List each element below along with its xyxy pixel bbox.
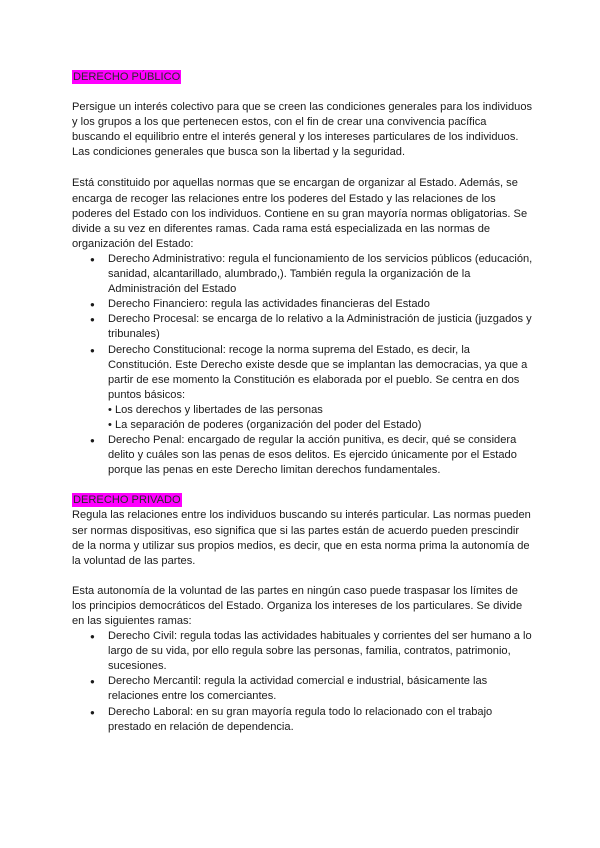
- paragraph-privado-1: Regula las relaciones entre los individuos buscando su interés particular. Las normas pueden ser normas dispositivas, eso significa que si las partes están de acuerdo pueden prescindir de la norma y utilizar sus propios medios, es decir, que en esta norma prima la autonomía de la voluntad de las partes.: [72, 509, 531, 567]
- sub-list-item: • La separación de poderes (organización del poder del Estado): [108, 418, 422, 431]
- list-item: ● Derecho Financiero: regula las actividades financieras del Estado: [108, 297, 534, 312]
- document-body: [72, 70, 534, 735]
- list-item-constitucional: [108, 343, 534, 434]
- list-item: ● Derecho Laboral: en su gran mayoría regula todo lo relacionado con el trabajo prestado en relación de dependencia.: [108, 705, 534, 735]
- sub-list-item: • Los derechos y libertades de las personas: [108, 403, 323, 416]
- heading-derecho-publico: DERECHO PÚBLICO: [73, 71, 181, 83]
- paragraph-publico-2: Está constituido por aquellas normas que se encargan de organizar al Estado. Además, se encarga de recoger las relaciones entre los poderes del Estado y las relaciones de los poderes del Estado con los individuos. Contiene en su gran mayoría normas obligatorias. Se divide a su vez en diferentes ramas. Cada rama está especializada en las normas de organización del Estado:: [72, 177, 528, 250]
- list-item: ● Derecho Civil: regula todas las actividades habituales y corrientes del ser humano a lo largo de su vida, por ello regula sobre las personas, familia, contratos, patrimonio, sucesiones.: [108, 629, 534, 674]
- heading-derecho-privado: DERECHO PRIVADO: [73, 494, 181, 507]
- paragraph-privado-2: Esta autonomía de la voluntad de las partes en ningún caso puede traspasar los límites de los principios democráticos del Estado. Organiza los intereses de los particulares. Se divide en las siguientes ramas:: [72, 584, 523, 627]
- list-ramas-publico: [72, 252, 534, 478]
- paragraph-publico-1: Persigue un interés colectivo para que se creen las condiciones generales para los individuos y los grupos a los que pertenecen estos, con el fin de crear una convivencia pacífica buscando el equilibrio entre el interés general y los intereses particulares de los individuos. Las condiciones generales que busca son la libertad y la seguridad.: [72, 101, 533, 159]
- list-item: ● Derecho Administrativo: regula el funcionamiento de los servicios públicos (educación, sanidad, alcantarillado, alumbrado,). También regula la organización de la Administración del Estado: [108, 252, 534, 297]
- list-item: ● Derecho Penal: encargado de regular la acción punitiva, es decir, qué se considera delito y cuáles son las penas de esos delitos. Es ejercido únicamente por el Estado porque las penas en este Derecho limitan derechos fundamentales.: [108, 433, 534, 478]
- list-item-text: Derecho Constitucional: recoge la norma suprema del Estado, es decir, la Constitución. Este Derecho existe desde que se implantan las democracias, ya que a partir de ese momento la Constitución es elaborada por el pueblo. Se centra en dos puntos básicos:: [108, 343, 528, 401]
- list-item: ● Derecho Mercantil: regula la actividad comercial e industrial, básicamente las relaciones entre los comerciantes.: [108, 674, 534, 704]
- list-ramas-privado: [72, 629, 534, 735]
- list-item: ● Derecho Procesal: se encarga de lo relativo a la Administración de justicia (juzgados y tribunales): [108, 312, 534, 342]
